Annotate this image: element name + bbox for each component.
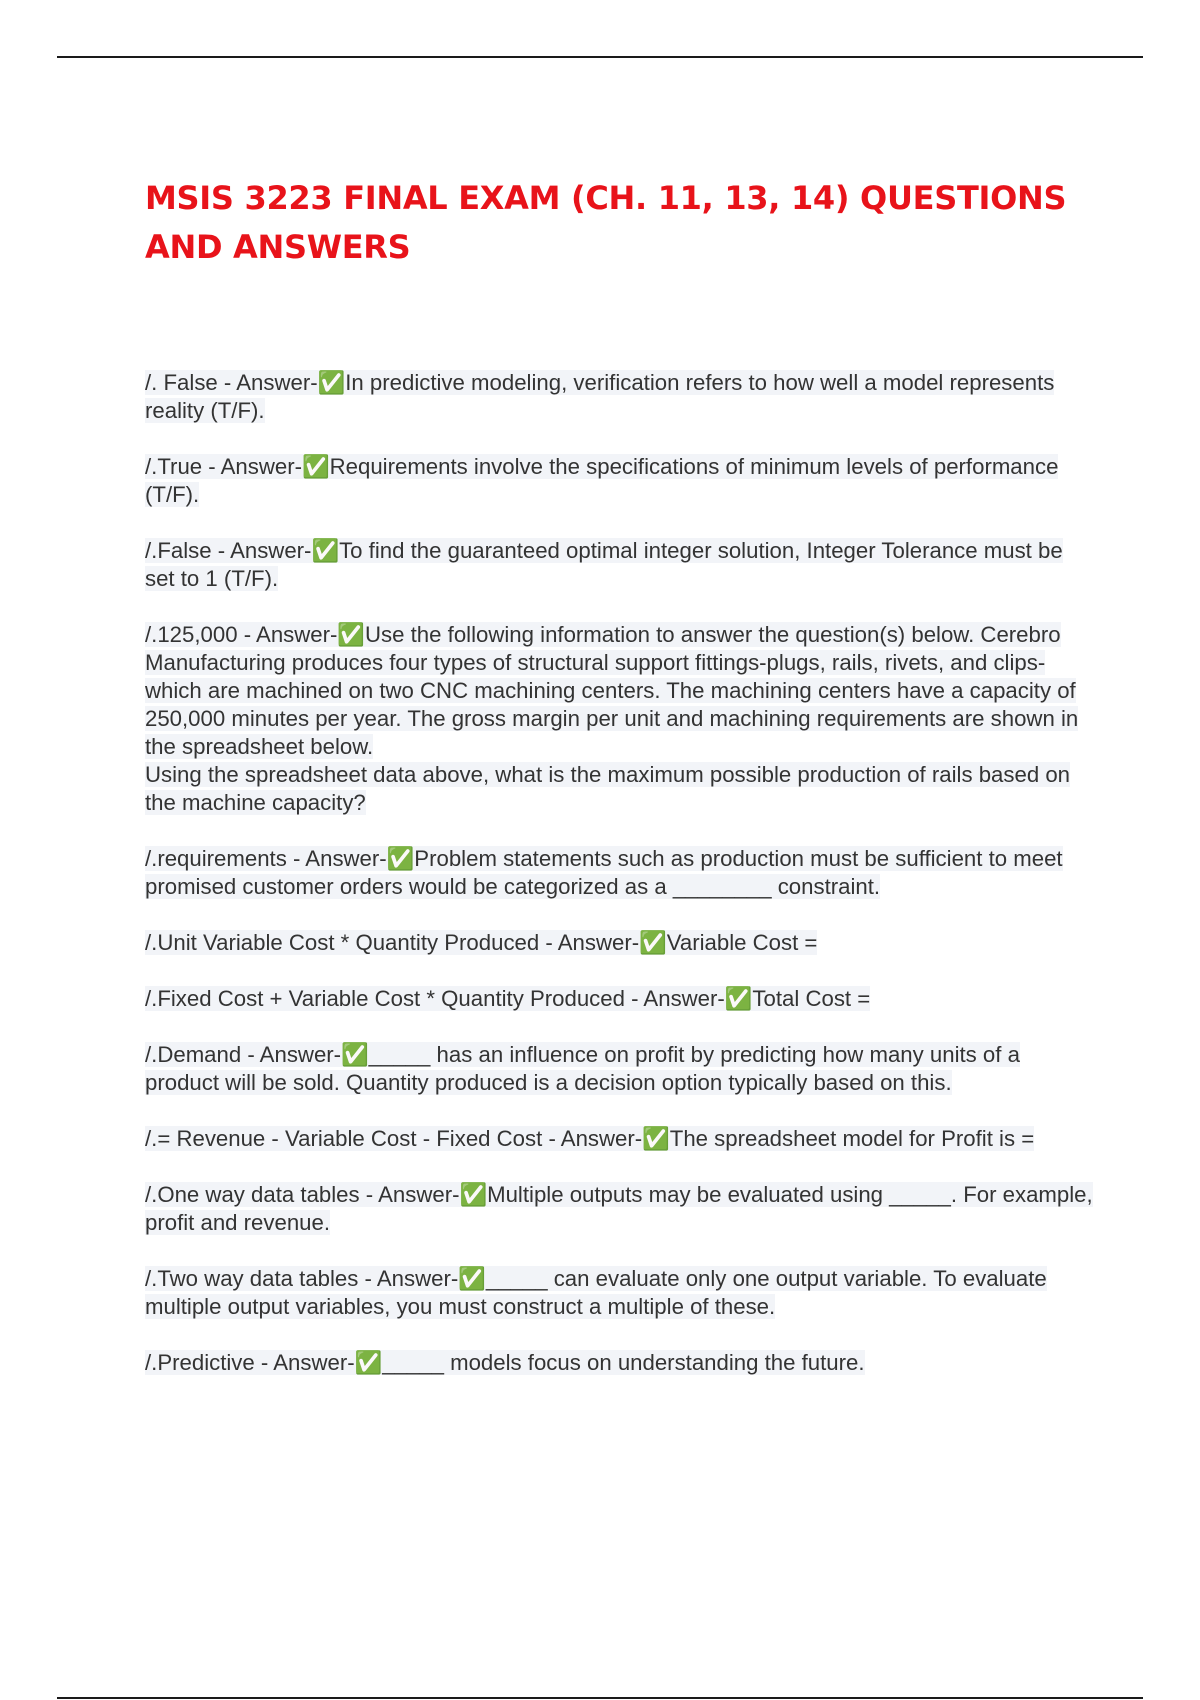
qa-item-text: /.requirements - Answer-✅Problem statements such as production must be sufficient to meet promised customer orders would be categorized as a ________ constraint. (145, 846, 1063, 899)
qa-item (145, 1181, 1095, 1237)
qa-item (145, 1349, 1095, 1377)
qa-item (145, 1125, 1095, 1153)
qa-item-text: /.125,000 - Answer-✅Use the following information to answer the question(s) below. Cerebro Manufacturing produces four types of structural support fittings-plugs, rails, rivets, and clips-which are machined on two CNC machining centers. The machining centers have a capacity of 250,000 minutes per year. The gross margin per unit and machining requirements are shown in the spreadsheet below. Using the spreadsheet data above, what is the maximum possible production of rails based on the machine capacity? (145, 622, 1079, 815)
qa-item-text: /.True - Answer-✅Requirements involve the specifications of minimum levels of performance (T/F). (145, 454, 1059, 507)
qa-item-text: /.Fixed Cost + Variable Cost * Quantity Produced - Answer-✅Total Cost = (145, 986, 871, 1011)
qa-item-text: /.= Revenue - Variable Cost - Fixed Cost - Answer-✅The spreadsheet model for Profit is = (145, 1126, 1035, 1151)
qa-item (145, 1041, 1095, 1097)
qa-item-text: /.Predictive - Answer-✅_____ models focus on understanding the future. (145, 1350, 865, 1375)
qa-item-text: /.Two way data tables - Answer-✅_____ can evaluate only one output variable. To evaluate multiple output variables, you must construct a multiple of these. (145, 1266, 1047, 1319)
qa-item-text: /.One way data tables - Answer-✅Multiple outputs may be evaluated using _____. For example, profit and revenue. (145, 1182, 1093, 1235)
document-title: MSIS 3223 FINAL EXAM (CH. 11, 13, 14) QUESTIONS AND ANSWERS (145, 179, 1067, 266)
qa-item (145, 1265, 1095, 1321)
qa-item (145, 369, 1095, 425)
qa-item-text: /.Demand - Answer-✅_____ has an influence on profit by predicting how many units of a product will be sold. Quantity produced is a decision option typically based on this. (145, 1042, 1020, 1095)
qa-item-text: /.False - Answer-✅To find the guaranteed optimal integer solution, Integer Tolerance must be set to 1 (T/F). (145, 538, 1063, 591)
qa-item (145, 929, 1095, 957)
qa-item-text: /. False - Answer-✅In predictive modeling, verification refers to how well a model represents reality (T/F). (145, 370, 1055, 423)
qa-list (145, 369, 1095, 1405)
qa-item-text: /.Unit Variable Cost * Quantity Produced - Answer-✅Variable Cost = (145, 930, 818, 955)
qa-item (145, 453, 1095, 509)
qa-item (145, 537, 1095, 593)
footer-rule (57, 1697, 1143, 1699)
qa-item (145, 621, 1095, 817)
qa-item (145, 845, 1095, 901)
qa-item (145, 985, 1095, 1013)
header-rule (57, 56, 1143, 58)
